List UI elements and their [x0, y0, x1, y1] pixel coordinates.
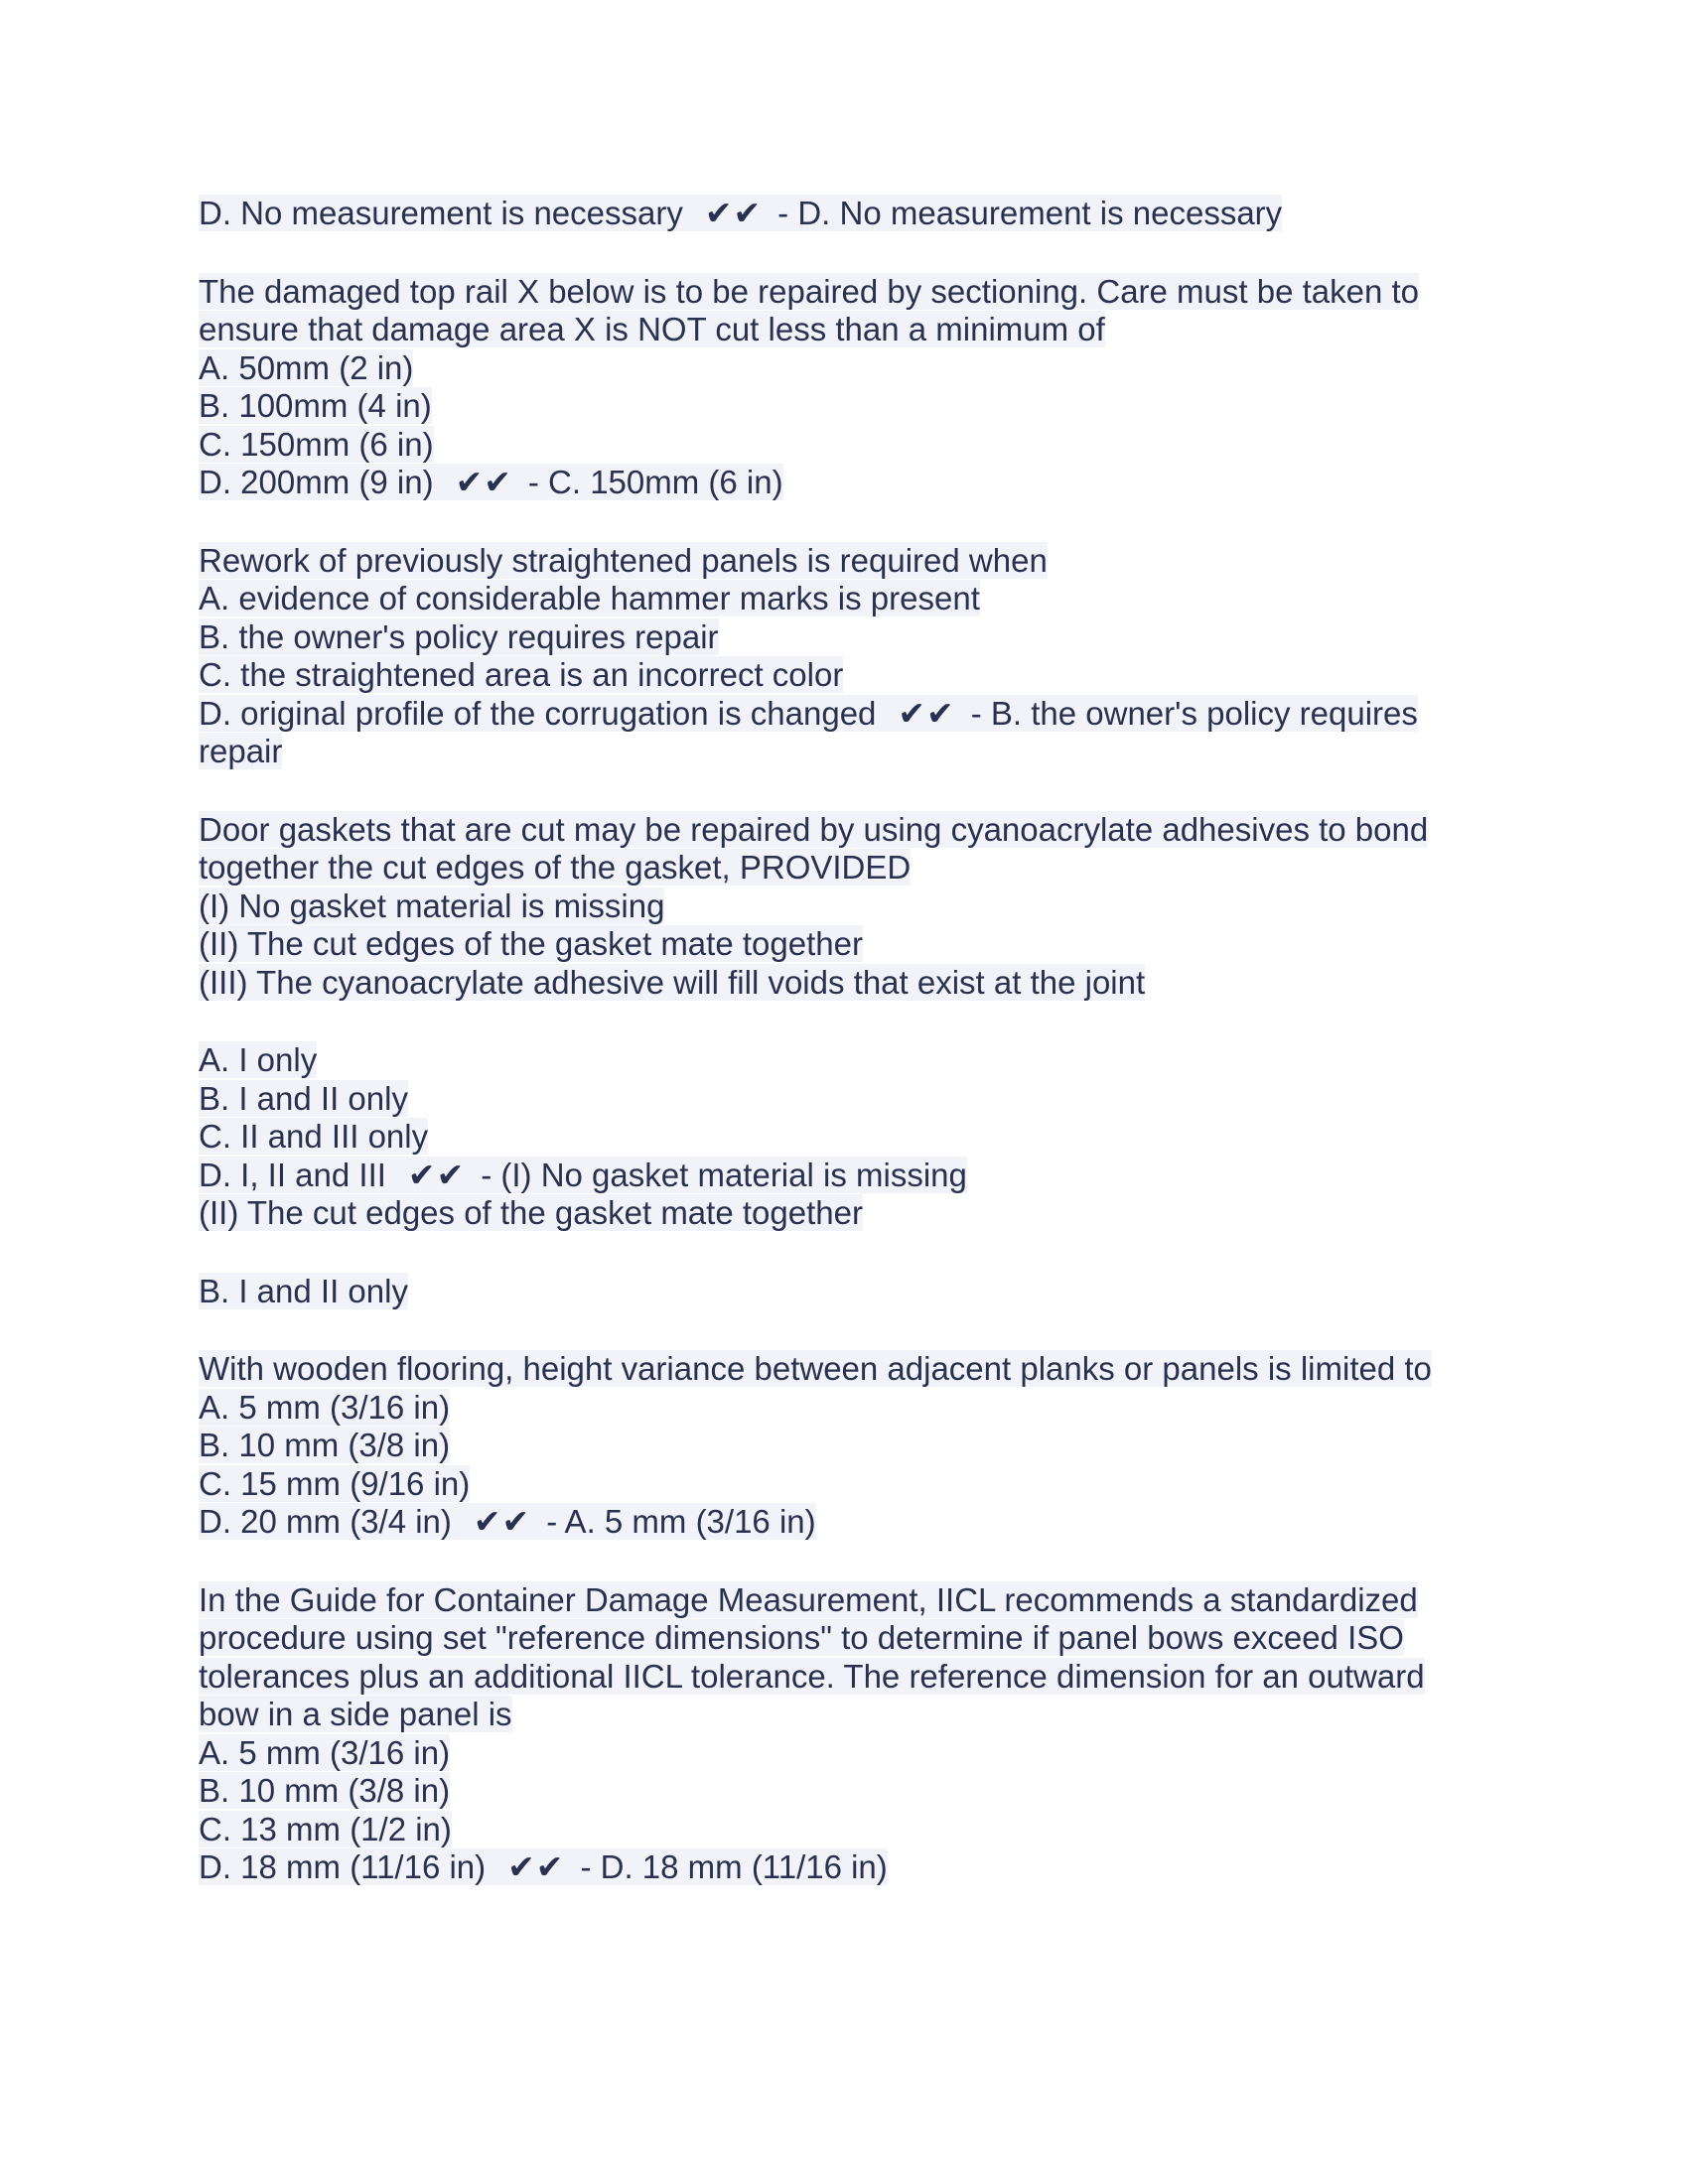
line-text: D. original profile of the corrugation is changed [199, 694, 877, 732]
line-text: B. I and II only [199, 1079, 408, 1117]
text-line [199, 1157, 1489, 1195]
highlighted-text [199, 1503, 816, 1540]
line-text: (I) No gasket material is missing [199, 887, 665, 924]
text-line [199, 426, 1489, 465]
highlighted-text [199, 1658, 1425, 1695]
text-line [199, 1772, 1489, 1811]
line-text: D. 20 mm (3/4 in) [199, 1503, 452, 1540]
text-line [199, 1041, 1489, 1080]
text-line [199, 1811, 1489, 1849]
line-text: B. the owner's policy requires repair [199, 617, 719, 655]
paragraph-gap [199, 1233, 1489, 1273]
answer-text: - A. 5 mm (3/16 in) [546, 1503, 816, 1540]
answer-text: - C. 150mm (6 in) [527, 464, 783, 500]
highlighted-text [199, 964, 1145, 1001]
line-text: C. II and III only [199, 1118, 429, 1155]
text-line [199, 542, 1489, 581]
line-text: B. I and II only [199, 1272, 408, 1309]
line-text: C. 150mm (6 in) [199, 425, 434, 463]
highlighted-text [199, 1041, 317, 1078]
paragraph-gap [199, 233, 1489, 273]
text-line [199, 811, 1489, 850]
question-block [199, 542, 1489, 771]
line-text: D. 18 mm (11/16 in) [199, 1848, 487, 1885]
text-line [199, 656, 1489, 695]
text-line [199, 733, 1489, 771]
highlighted-text [199, 1157, 967, 1193]
line-text: A. evidence of considerable hammer marks is present [199, 580, 980, 616]
highlighted-text [199, 1273, 408, 1309]
line-text: bow in a side panel is [199, 1696, 512, 1732]
highlighted-text [199, 1848, 888, 1885]
highlighted-text [199, 925, 863, 962]
text-line [199, 1194, 1489, 1233]
answer-text: - D. 18 mm (11/16 in) [580, 1848, 888, 1885]
question-block [199, 273, 1489, 502]
highlighted-text [199, 1350, 1432, 1387]
highlighted-text [199, 733, 282, 769]
highlighted-text [199, 1427, 450, 1463]
line-text: (II) The cut edges of the gasket mate together [199, 925, 863, 962]
line-text: Rework of previously straightened panels is required when [199, 541, 1048, 579]
text-line [199, 1581, 1489, 1620]
line-text: In the Guide for Container Damage Measurement, IICL recommends a standardized [199, 1580, 1418, 1618]
highlighted-text [199, 1080, 408, 1117]
line-text: D. I, II and III [199, 1156, 386, 1193]
highlighted-text [199, 1581, 1418, 1618]
highlighted-text [199, 1772, 450, 1809]
line-text: ensure that damage area X is NOT cut less than a minimum of [199, 311, 1105, 347]
text-line [199, 273, 1489, 312]
checkmark-icon: ✔✔ [507, 1848, 565, 1885]
line-text: A. 5 mm (3/16 in) [199, 1388, 451, 1426]
highlighted-text [199, 1696, 512, 1732]
text-line [199, 849, 1489, 887]
highlighted-text [199, 387, 432, 424]
highlighted-text [199, 1389, 450, 1426]
document-page [199, 195, 1489, 1887]
line-text: A. 50mm (2 in) [199, 348, 414, 386]
question-block [199, 1350, 1489, 1542]
text-line [199, 887, 1489, 926]
text-line [199, 1658, 1489, 1697]
highlighted-text [199, 1734, 450, 1771]
highlighted-text [199, 1465, 470, 1502]
highlighted-text [199, 580, 980, 616]
line-text: A. I only [199, 1041, 318, 1078]
text-line [199, 1427, 1489, 1465]
checkmark-icon: ✔✔ [407, 1156, 466, 1193]
line-text: tolerances plus an additional IICL tolerance. The reference dimension for an outward [199, 1657, 1425, 1695]
paragraph-gap [199, 1542, 1489, 1581]
question-block [199, 811, 1489, 1003]
text-line [199, 964, 1489, 1003]
highlighted-text [199, 618, 719, 655]
text-line [199, 349, 1489, 388]
line-text: C. 13 mm (1/2 in) [199, 1810, 452, 1847]
question-block [199, 195, 1489, 233]
text-line [199, 1503, 1489, 1542]
line-text: A. 5 mm (3/16 in) [199, 1733, 451, 1771]
text-line [199, 925, 1489, 964]
line-text: B. 100mm (4 in) [199, 387, 432, 424]
line-text: (II) The cut edges of the gasket mate together [199, 1194, 863, 1231]
line-text: C. the straightened area is an incorrect color [199, 656, 844, 693]
text-line [199, 1465, 1489, 1504]
checkmark-icon: ✔✔ [898, 694, 955, 732]
text-line [199, 195, 1489, 233]
checkmark-icon: ✔✔ [704, 195, 763, 231]
highlighted-text [199, 273, 1419, 310]
line-text: (III) The cyanoacrylate adhesive will fill voids that exist at the joint [199, 963, 1146, 1001]
line-text: D. No measurement is necessary [199, 195, 683, 231]
highlighted-text [199, 1619, 1404, 1656]
text-line [199, 1696, 1489, 1734]
line-text: The damaged top rail X below is to be repaired by sectioning. Care must be taken to [199, 272, 1420, 310]
answer-text: - D. No measurement is necessary [777, 195, 1283, 231]
text-line [199, 1848, 1489, 1887]
text-line [199, 1273, 1489, 1311]
line-text: With wooden flooring, height variance between adjacent planks or panels is limited to [199, 1350, 1432, 1387]
line-text: Door gaskets that are cut may be repaired by using cyanoacrylate adhesives to bond [199, 810, 1429, 848]
highlighted-text [199, 656, 843, 693]
highlighted-text [199, 1118, 428, 1155]
line-text: D. 200mm (9 in) [199, 464, 434, 500]
highlighted-text [199, 695, 1418, 732]
highlighted-text [199, 426, 434, 463]
line-text: C. 15 mm (9/16 in) [199, 1464, 471, 1502]
highlighted-text [199, 311, 1105, 347]
highlighted-text [199, 464, 783, 500]
answer-text: - B. the owner's policy requires [970, 694, 1418, 732]
line-text: procedure using set "reference dimensions" to determine if panel bows exceed ISO [199, 1619, 1404, 1656]
answer-text: - (I) No gasket material is missing [481, 1156, 967, 1193]
text-line [199, 1080, 1489, 1119]
text-line [199, 311, 1489, 349]
highlighted-text [199, 1811, 452, 1847]
text-line [199, 464, 1489, 502]
text-line [199, 1350, 1489, 1389]
highlighted-text [199, 1194, 863, 1231]
question-block [199, 1581, 1489, 1887]
text-line [199, 1118, 1489, 1157]
line-text: B. 10 mm (3/8 in) [199, 1772, 451, 1809]
checkmark-icon: ✔✔ [473, 1503, 531, 1540]
highlighted-text [199, 887, 664, 924]
line-text: repair [199, 733, 283, 769]
highlighted-text [199, 195, 1282, 231]
question-block [199, 1041, 1489, 1233]
paragraph-gap [199, 771, 1489, 811]
highlighted-text [199, 349, 413, 386]
paragraph-gap [199, 502, 1489, 542]
checkmark-icon: ✔✔ [455, 464, 512, 500]
question-block [199, 1273, 1489, 1311]
text-line [199, 1734, 1489, 1773]
line-text: together the cut edges of the gasket, PROVIDED [199, 849, 912, 886]
text-line [199, 1619, 1489, 1658]
highlighted-text [199, 811, 1428, 848]
text-line [199, 1389, 1489, 1428]
text-line [199, 387, 1489, 426]
text-line [199, 580, 1489, 618]
paragraph-gap [199, 1310, 1489, 1350]
line-text: B. 10 mm (3/8 in) [199, 1427, 451, 1463]
paragraph-gap [199, 1002, 1489, 1041]
text-line [199, 695, 1489, 734]
highlighted-text [199, 542, 1048, 579]
highlighted-text [199, 849, 911, 886]
text-line [199, 618, 1489, 657]
